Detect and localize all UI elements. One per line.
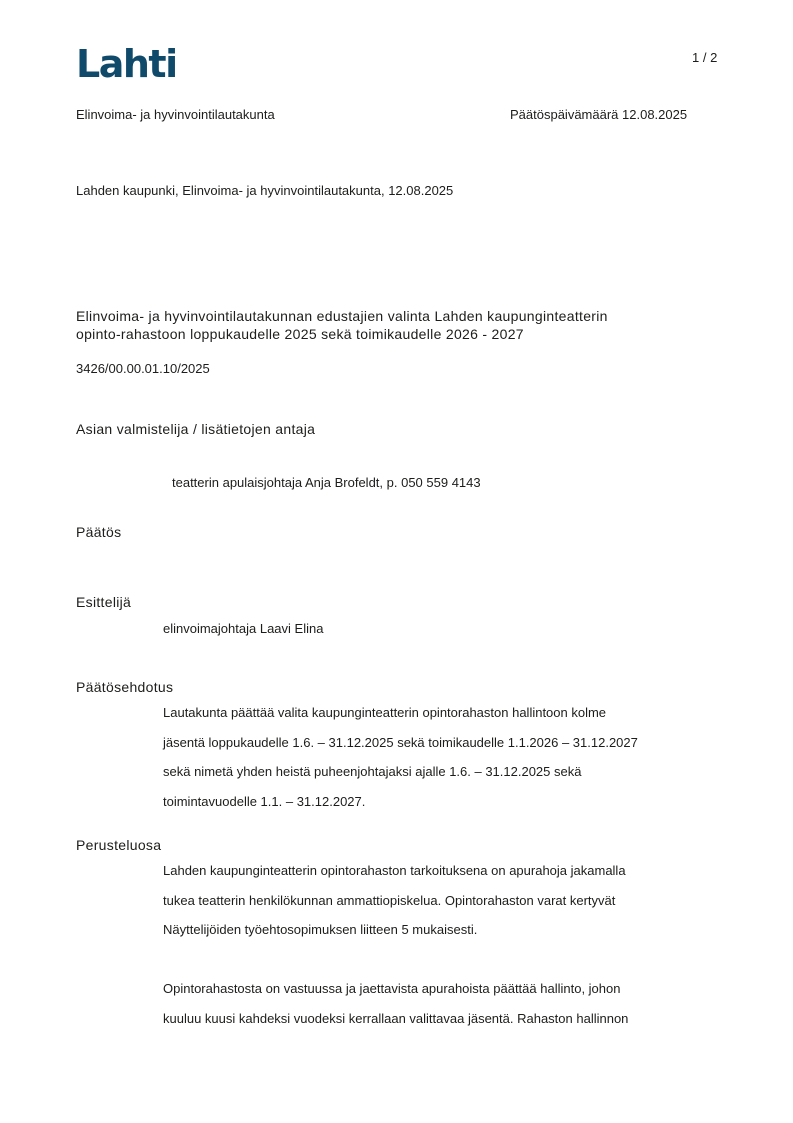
rationale-line: Lahden kaupunginteatterin opintorahaston tarkoituksena on apurahoja jakamalla [163,863,626,878]
rationale-text [163,856,723,1033]
preparer-heading: Asian valmistelija / lisätietojen antaja [76,421,316,437]
decision-heading: Päätös [76,524,122,540]
proposal-line: Lautakunta päättää valita kaupunginteatterin opintorahaston hallintoon kolme [163,705,607,720]
rationale-heading: Perusteluosa [76,837,162,853]
rationale-line: tukea teatterin henkilökunnan ammattiopiskelua. Opintorahaston varat kertyvät [163,892,616,908]
proposal-heading: Päätösehdotus [76,679,174,695]
preparer-value: teatterin apulaisjohtaja Anja Brofeldt, p. 050 559 4143 [172,475,481,490]
presenter-value: elinvoimajohtaja Laavi Elina [163,621,324,636]
proposal-line: toimintavuodelle 1.1. – 31.12.2027. [163,793,366,809]
document-title-line-2: opinto-rahastoon loppukaudelle 2025 sekä toimikaudelle 2026 - 2027 [76,326,524,342]
committee-name: Elinvoima- ja hyvinvointilautakunta [76,107,275,122]
rationale-line [163,945,723,975]
presenter-heading: Esittelijä [76,594,132,610]
meta-line: Lahden kaupunki, Elinvoima- ja hyvinvointilautakunta, 12.08.2025 [76,183,454,198]
page-number: 1 / 2 [692,50,718,65]
lahti-logo: Lahti [76,42,177,86]
decision-date: Päätöspäivämäärä 12.08.2025 [510,107,688,122]
document-title-line-1: Elinvoima- ja hyvinvointilautakunnan edustajien valinta Lahden kaupunginteatterin [76,308,608,324]
proposal-line: jäsentä loppukaudelle 1.6. – 31.12.2025 sekä toimikaudelle 1.1.2026 – 31.12.2027 [163,734,638,750]
rationale-line: Opintorahastosta on vastuussa ja jaettavista apurahoista päättää hallinto, johon [163,981,621,996]
proposal-line: sekä nimetä yhden heistä puheenjohtajaksi ajalle 1.6. – 31.12.2025 sekä [163,764,582,779]
proposal-text [163,698,723,816]
rationale-line: Näyttelijöiden työehtosopimuksen liitteen 5 mukaisesti. [163,922,478,937]
case-number: 3426/00.00.01.10/2025 [76,361,210,376]
rationale-line: kuuluu kuusi kahdeksi vuodeksi kerrallaan valittavaa jäsentä. Rahaston hallinnon [163,1010,629,1026]
